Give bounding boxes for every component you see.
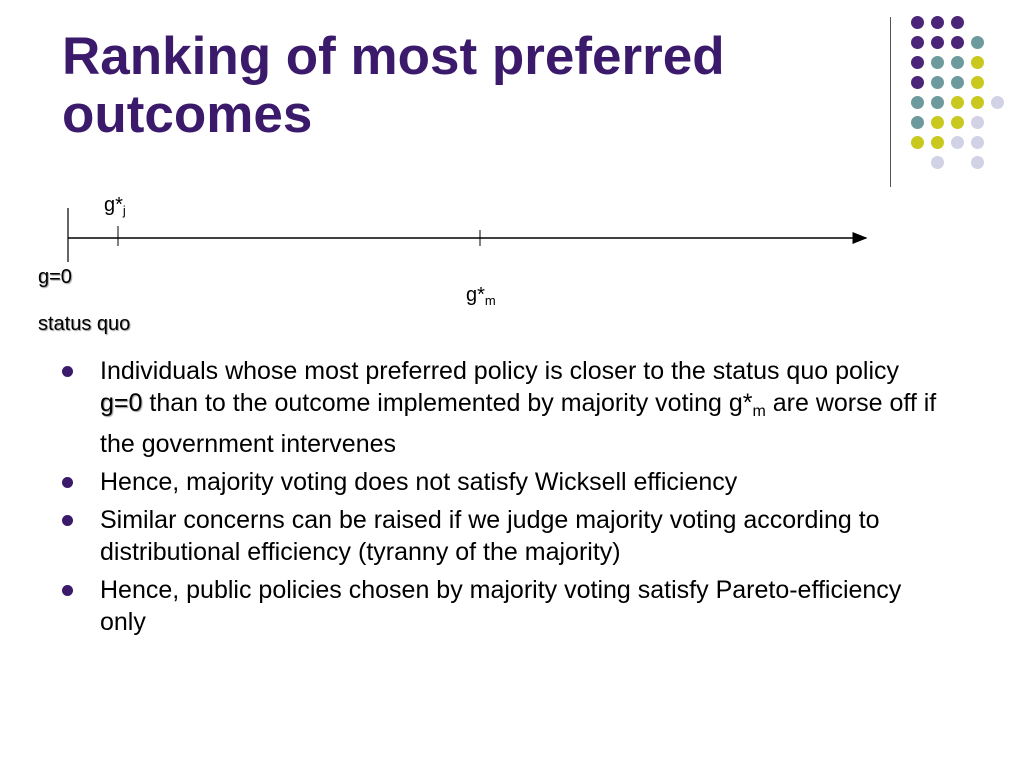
dot-purple [931,36,944,49]
dot-teal [931,96,944,109]
dot-yellow [951,116,964,129]
dot-purple [951,36,964,49]
slide-title [62,28,862,144]
dot-yellow [931,116,944,129]
dot-purple [911,36,924,49]
bullet-item-2: Hence, majority voting does not satisfy Wicksell efficiency [60,466,940,498]
policy-line-diagram [0,180,890,350]
dot-purple [951,16,964,29]
dot-teal [911,96,924,109]
dot-purple [911,76,924,89]
gm-label: $g*_m$ [466,284,496,308]
gj-label: $g*_j$ [104,194,126,218]
status-quo-label: status quo [38,313,131,335]
dot-yellow [951,96,964,109]
dot-teal [971,36,984,49]
dot-teal [911,116,924,129]
status-quo-highlight: g=0 [100,389,143,417]
bullet-item-3: Similar concerns can be raised if we judge majority voting according to distributional efficiency (tyranny of the majority) [60,504,940,568]
dot-teal [951,76,964,89]
dot-yellow [911,136,924,149]
dot-lavender [991,96,1004,109]
dot-lavender [931,156,944,169]
header-divider [890,17,891,187]
dot-yellow [971,56,984,69]
title-line-1: Ranking of most preferred [62,27,725,86]
dot-lavender [971,136,984,149]
title-line-2: outcomes [62,85,313,144]
dot-yellow [971,76,984,89]
dot-lavender [951,136,964,149]
dot-yellow [971,96,984,109]
dot-purple [911,56,924,69]
decorative-dot-grid [905,10,1015,170]
dot-yellow [931,136,944,149]
dot-teal [931,56,944,69]
bullet-list [60,355,940,644]
dot-lavender [971,116,984,129]
dot-purple [931,16,944,29]
policy-line-svg [0,180,890,350]
bullet-item-4: Hence, public policies chosen by majority voting satisfy Pareto-efficiency only [60,574,940,638]
bullet-item-1: Individuals whose most preferred policy is closer to the status quo policy g=0 than to the outcome implemented by majority voting $g*_m$ are worse off if the government intervenes [60,355,940,460]
dot-teal [951,56,964,69]
dot-lavender [971,156,984,169]
dot-purple [911,16,924,29]
dot-teal [931,76,944,89]
origin-label: g=0 [38,266,72,288]
